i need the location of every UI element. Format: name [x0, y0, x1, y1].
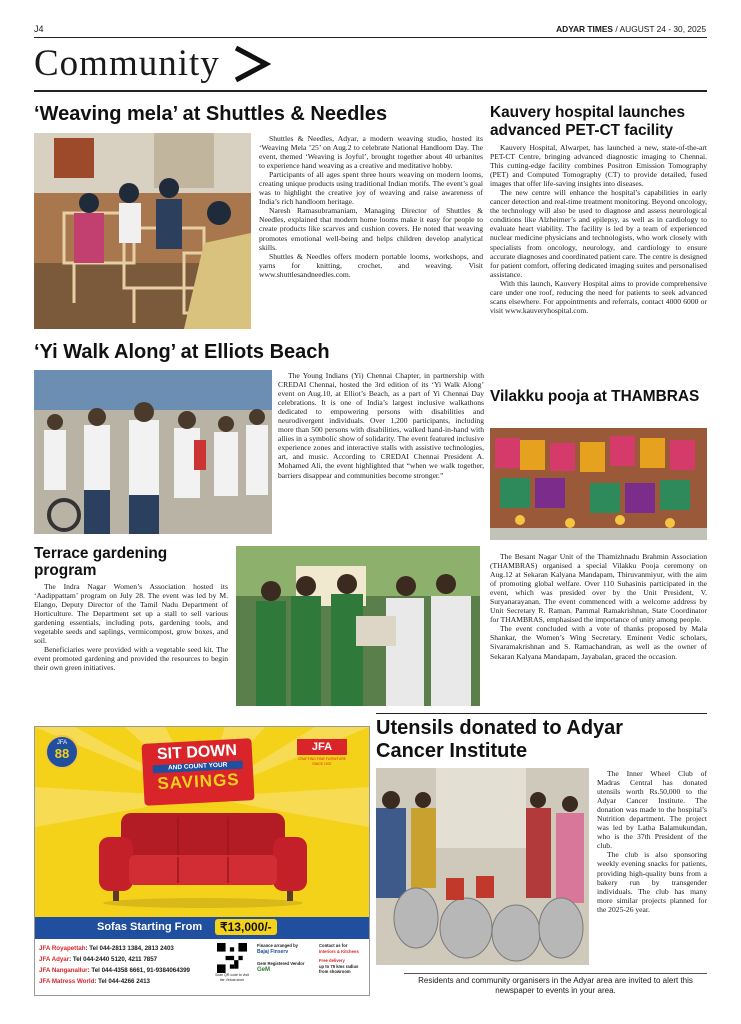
- qr-code-icon[interactable]: [217, 943, 247, 973]
- events-notice: [404, 973, 707, 996]
- weaving-paragraph: Naresh Ramasubramaniam, Managing Director of Shuttles & Needles, explained that modern home looms make it easy for people to create products like scarves and cushion covers. He noted that weaving promotes emotional well-being and helps children develop analytical skills.: [259, 206, 483, 252]
- weaving-photo: [34, 133, 251, 329]
- terrace-headline: Terrace gardening program: [34, 545, 168, 579]
- store-name: JFA Nanganallur: [39, 967, 88, 974]
- ad-headline-3: SAVINGS: [156, 769, 241, 794]
- jfa-advertisement[interactable]: [34, 726, 370, 996]
- vilakku-paragraph: The event concluded with a vote of thanks proposed by Mala Shankar, the Women’s Wing Secretary. Eminent Vedic scholars, Sivaramakrishnan and S. Ramachandran, as well as the owner of Sekaran Kalyana Mandapam, Jayabalan, graced the occasion.: [490, 624, 707, 661]
- delivery-value: up to 75 kms radius from showroom: [319, 963, 359, 974]
- ad-headline-2: AND COUNT YOUR: [153, 761, 243, 774]
- weaving-headline: ‘Weaving mela’ at Shuttles & Needles: [34, 103, 388, 125]
- dateline-separator: /: [615, 24, 620, 34]
- store-line: [39, 976, 207, 987]
- store-name: JFA Adyar: [39, 956, 70, 963]
- yiwalk-headline: ‘Yi Walk Along’ at Elliots Beach: [34, 341, 330, 363]
- yiwalk-paragraph: The Young Indians (Yi) Chennai Chapter, in partnership with CREDAI Chennai, hosted the 3rd edition of its ‘Yi Walk Along’ event on Aug.10, at Elliot’s Beach, as a part of Yi Chennai Day celebrations. It is one of India’s largest inclusive walkathons dedicated to empowering persons with disabilities and neurodivergent individuals. Over 1,200 participants, including more than 500 persons with disabilities, walked hand-in-hand with allies in a symbolic show of solidarity. The event featured inclusive experience zones and interactive stalls with assistive technologies, art, and music. According to CREDAI Chennai President A. Mohamed Ali, the event highlighted that “when we walk together, barriers disappear and communities become stronger.”: [278, 371, 484, 480]
- finance-label: Finance arranged by: [257, 943, 298, 948]
- store-name: JFA Royapettah: [39, 945, 86, 952]
- terrace-paragraph: The Indra Nagar Women’s Association hosted its ‘Aadippattam’ program on July 28. The event was led by M. Elango, Deputy Director of the Tamil Nadu Department of Horticulture. The Department set up a stall to sell various gardening essentials, including pots, gardening tools, and vegetable seeds and saplings, vermicompost, grow boxes, and soil.: [34, 582, 228, 646]
- yiwalk-body: [278, 371, 484, 480]
- kauvery-headline: Kauvery hospital launches advanced PET-CT facility: [490, 104, 686, 139]
- vilakku-paragraph: The Besant Nagar Unit of the Thamizhnadu Brahmin Association (THAMBRAS) organised a special Vilakku Pooja ceremony on Aug.12 at Sekaran Kalyana Mandapam, Thiruvanmiyur, with the aim of promoting global welfare. Over 110 Suhasinis participated in the event, which was presided over by the Unit President, V. Suryanarayanan. The event commenced with a welcome address by Unit Secretary R. Raman. Pammal Ramakrishnan, State Coordinator for THAMBRAS, emphasised the importance of unity among people.: [490, 552, 707, 625]
- terrace-body: [34, 582, 228, 672]
- store-phone: : Tel 044-4266 2413: [94, 978, 150, 985]
- utensils-paragraph: The club is also sponsoring weekly evening snacks for patients, providing high-quality buns from a bakery run by transgender individuals. The club has many more similar projects planned for the 2025-26 year.: [597, 850, 707, 914]
- kauvery-body: [490, 143, 707, 315]
- jfa-logo: [297, 739, 347, 767]
- utensils-headline: Utensils donated to Adyar Cancer Institute: [376, 717, 624, 762]
- contact-block: [319, 943, 367, 975]
- badge-years: 88: [54, 746, 70, 761]
- weaving-paragraph: Shuttles & Needles, Adyar, a modern weaving studio, hosted its ‘Weaving Mela ’25’ on Aug.2 to celebrate National Handloom Day. The event, themed ‘Weaving is Joyful’, brought together about 40 urbanites to experience hand weaving as a creative and meditative hobby.: [259, 134, 483, 171]
- masthead-rule: [34, 37, 707, 38]
- utensils-rule: [376, 713, 707, 714]
- qr-block[interactable]: [215, 943, 249, 982]
- store-line: [39, 965, 207, 976]
- page-number: J4: [34, 24, 44, 34]
- gem-logo: GeM: [257, 967, 271, 973]
- store-phone: : Tel 044-2440 5120, 4211 7857: [69, 956, 158, 963]
- contact-label: Contact us for: [319, 943, 348, 948]
- paper-name: ADYAR TIMES: [556, 24, 614, 34]
- store-phone: : Tel 044-2813 1384, 2813 2403: [85, 945, 174, 952]
- vilakku-photo: [490, 428, 707, 540]
- utensils-paragraph: The Inner Wheel Club of Madras Central has donated utensils worth Rs.50,000 to the Adyar Cancer Institute. The donation was made to the hospital’s Nutrition department. The project was led by Latha Balamukundan, who is the 37th President of the club.: [597, 769, 707, 851]
- vilakku-body: [490, 552, 707, 661]
- terrace-photo: [236, 546, 480, 706]
- jfa-88-badge: [45, 735, 79, 769]
- store-list: [39, 943, 207, 987]
- gem-label: Gem Registered Vendor: [257, 961, 305, 966]
- vilakku-headline: Vilakku pooja at THAMBRAS: [490, 388, 700, 405]
- weaving-paragraph: Shuttles & Needles offers modern portable looms, workshops, and yarns for knitting, crochet, and weaving. Visit www.shuttlesandneedles.com.: [259, 251, 483, 279]
- weaving-body: [259, 134, 483, 279]
- kauvery-paragraph: With this launch, Kauvery Hospital aims to provide comprehensive care under one roof, reducing the need for patients to seek advanced scans elsewhere. For appointments and referrals, contact 4000 6000 or visit www.kauveryhospital.com.: [490, 278, 707, 315]
- contact-value: Interiors & Kitchens: [319, 948, 359, 954]
- offer-label: Sofas Starting From: [97, 921, 203, 933]
- utensils-body: [597, 769, 707, 914]
- finance-partner: Bajaj Finserv: [257, 949, 289, 955]
- section-rule: [34, 90, 707, 92]
- store-name: JFA Matress World: [39, 978, 95, 985]
- ad-headline-1: SIT DOWN: [156, 741, 238, 764]
- weaving-paragraph: Participants of all ages spent three hours weaving on modern looms, creating unique products using traditional Indian motifs. The event’s goal was to highlight the creative joy of weaving and raise awareness of India’s rich handloom heritage.: [259, 170, 483, 207]
- terrace-paragraph: Beneficiaries were provided with a vegetable seed kit. The event promoted gardening and provided the resources to begin their own green initiatives.: [34, 645, 228, 673]
- qr-caption: Scan QR code to visit the Virtual store: [215, 973, 249, 982]
- kauvery-paragraph: Kauvery Hospital, Alwarpet, has launched a new, state-of-the-art PET-CT Centre, bringing advanced diagnostic imaging to Chennai. This cutting-edge facility combines Positron Emission Tomography (PET) and Computed Tomography (CT) to provide detailed, fused images that offer life-saving insights into diseases.: [490, 143, 707, 189]
- store-phone: : Tel 044-4358 6661, 91-9384064399: [87, 967, 190, 974]
- section-title: [34, 44, 220, 84]
- kauvery-paragraph: The new centre will enhance the hospital’s capabilities in early cancer detection and real-time treatment monitoring. Beyond oncology, the technology will also be used to diagnose and assess neurological conditions like Alzheimer’s and epilepsy, as well as in cardiology to evaluate heart viability. The facility is led by a team of experienced nuclear medicine physicians and technologists, who work closely with specialists from oncology, neurology, and cardiology to ensure accurate diagnoses and coordinated patient care. The centre is designed for patient comfort, offering dedicated imaging suites and personalised assistance.: [490, 188, 707, 279]
- delivery-label: Free delivery: [319, 958, 345, 963]
- jfa-logo-mark: JFA: [297, 739, 347, 755]
- jfa-logo-tagline: CRAFTING FINE FURNITURE SINCE 1937: [297, 757, 347, 766]
- offer-price: ₹13,000/-: [215, 919, 277, 935]
- dateline: AUGUST 24 - 30, 2025: [619, 24, 706, 34]
- badge-brand: JFA: [56, 740, 68, 746]
- events-notice-text: Residents and community organisers in the Adyar area are invited to alert this newspaper to events in your area.: [418, 976, 693, 995]
- sofa-illustration: [93, 807, 313, 909]
- store-line: [39, 954, 207, 965]
- offer-bar: [35, 917, 369, 939]
- ad-headline: [141, 738, 254, 806]
- utensils-photo: [376, 768, 589, 965]
- section-chevron-icon: [232, 45, 272, 83]
- section-title-text: Community: [34, 43, 220, 84]
- finance-block: [257, 943, 313, 973]
- store-line: [39, 943, 207, 954]
- yiwalk-photo: [34, 370, 272, 534]
- ad-footer: [35, 939, 369, 996]
- paper-name-dateline: [556, 24, 706, 34]
